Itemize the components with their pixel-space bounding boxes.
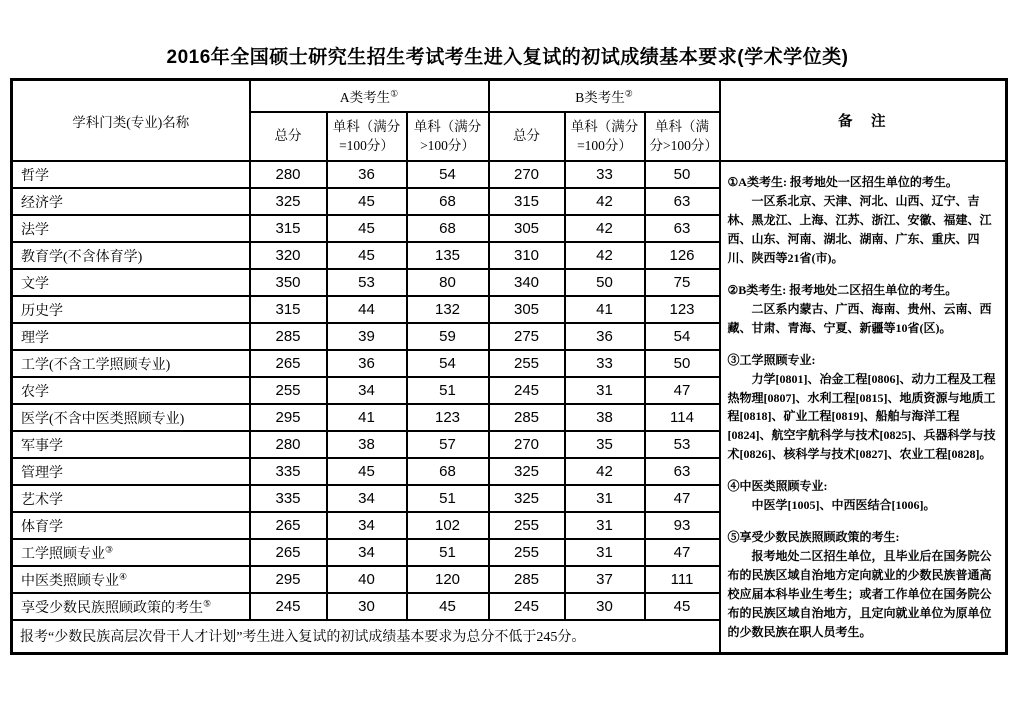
score-cell: 285 [250, 323, 327, 350]
score-cell: 34 [327, 512, 407, 539]
score-cell: 285 [489, 404, 565, 431]
score-cell: 315 [250, 296, 327, 323]
score-cell: 68 [407, 215, 489, 242]
score-cell: 40 [327, 566, 407, 593]
remark-block [728, 477, 999, 515]
column-header-a-total: 总分 [250, 112, 327, 161]
score-cell: 30 [327, 593, 407, 620]
table-row [12, 161, 1007, 188]
column-header-a-single100: 单科（满分=100分） [327, 112, 407, 161]
subject-name-cell [12, 431, 250, 458]
group-a-footnote-mark: ① [390, 88, 399, 99]
subject-name: 中医类照顾专业 [21, 573, 119, 589]
score-cell: 50 [645, 161, 720, 188]
score-cell: 310 [489, 242, 565, 269]
group-b-footnote-mark: ② [624, 88, 633, 99]
subject-footnote-mark: ⑤ [203, 597, 212, 608]
column-header-b-single100: 单科（满分=100分） [565, 112, 645, 161]
score-cell: 42 [565, 188, 645, 215]
column-header-group-a [250, 80, 489, 113]
score-cell: 45 [327, 242, 407, 269]
score-cell: 31 [565, 377, 645, 404]
subject-name: 理学 [21, 330, 49, 346]
score-cell: 36 [327, 350, 407, 377]
score-cell: 63 [645, 188, 720, 215]
column-header-remarks: 备 注 [720, 80, 1007, 162]
subject-name-cell [12, 512, 250, 539]
score-cell: 315 [250, 215, 327, 242]
score-cell: 315 [489, 188, 565, 215]
score-cell: 123 [645, 296, 720, 323]
score-cell: 38 [565, 404, 645, 431]
score-cell: 280 [250, 431, 327, 458]
score-cell: 63 [645, 215, 720, 242]
score-cell: 265 [250, 539, 327, 566]
subject-name: 哲学 [21, 168, 49, 184]
score-cell: 255 [489, 539, 565, 566]
subject-name: 享受少数民族照顾政策的考生 [21, 600, 203, 616]
score-cell: 245 [489, 377, 565, 404]
subject-name: 管理学 [21, 465, 63, 481]
subject-name-cell [12, 188, 250, 215]
column-header-a-single-over100: 单科（满分>100分） [407, 112, 489, 161]
header-group-row [12, 80, 1007, 113]
table-header [12, 80, 1007, 162]
subject-footnote-mark: ③ [105, 543, 114, 554]
group-a-label: A类考生 [339, 90, 391, 105]
score-cell: 135 [407, 242, 489, 269]
score-cell: 93 [645, 512, 720, 539]
subject-name: 农学 [21, 384, 49, 400]
score-cell: 54 [407, 161, 489, 188]
score-cell: 275 [489, 323, 565, 350]
remark-body: 力学[0801]、冶金工程[0806]、动力工程及工程热物理[0807]、水利工程[0815]、地质资源与地质工程[0818]、矿业工程[0819]、船舶与海洋工程[0824]、航空宇航科学与技术[0825]、兵器科学与技术[0826]、核科学与技术[0827]、农业工程[0828]。 [727, 371, 996, 462]
score-cell: 44 [327, 296, 407, 323]
remark-body: 报考地处二区招生单位，且毕业后在国务院公布的民族区域自治地方定向就业的少数民族普通高校应届本科毕业生考生；或者工作单位在国务院公布的民族区域自治地方，且定向就业单位为原单位的少数民族在职人员考生。 [727, 549, 992, 640]
score-cell: 68 [407, 188, 489, 215]
remark-title: ①A类考生: 报考地处一区招生单位的考生。 [727, 175, 958, 189]
subject-name: 军事学 [21, 438, 63, 454]
page-title: 2016年全国硕士研究生招生考试考生进入复试的初试成绩基本要求(学术学位类) [166, 47, 849, 68]
score-cell: 50 [565, 269, 645, 296]
score-cell: 36 [565, 323, 645, 350]
score-cell: 51 [407, 377, 489, 404]
subject-name: 文学 [21, 276, 49, 292]
score-cell: 42 [565, 458, 645, 485]
score-cell: 41 [565, 296, 645, 323]
subject-name-cell [12, 296, 250, 323]
subject-name-cell [12, 539, 250, 566]
score-cell: 245 [489, 593, 565, 620]
score-requirements-table [10, 78, 1008, 655]
subject-name: 教育学(不含体育学) [21, 249, 143, 265]
score-cell: 126 [645, 242, 720, 269]
remark-block [728, 528, 999, 642]
column-header-subject: 学科门类(专业)名称 [12, 80, 250, 162]
subject-footnote-mark: ④ [119, 570, 128, 581]
subject-name: 艺术学 [21, 492, 63, 508]
score-cell: 34 [327, 377, 407, 404]
subject-name: 工学照顾专业 [21, 546, 105, 562]
score-cell: 270 [489, 161, 565, 188]
score-cell: 59 [407, 323, 489, 350]
score-cell: 132 [407, 296, 489, 323]
subject-name: 体育学 [21, 519, 63, 535]
column-header-b-total: 总分 [489, 112, 565, 161]
column-header-b-single-over100: 单科（满分>100分） [645, 112, 720, 161]
score-cell: 33 [565, 161, 645, 188]
score-cell: 54 [407, 350, 489, 377]
score-cell: 335 [250, 485, 327, 512]
remark-title: ②B类考生: 报考地处二区招生单位的考生。 [727, 282, 958, 297]
score-cell: 31 [565, 512, 645, 539]
score-cell: 53 [327, 269, 407, 296]
subject-name-cell [12, 593, 250, 620]
score-cell: 295 [250, 404, 327, 431]
score-cell: 325 [250, 188, 327, 215]
score-cell: 33 [565, 350, 645, 377]
remark-block [728, 173, 999, 268]
score-cell: 47 [645, 539, 720, 566]
remark-title: ④中医类照顾专业: [727, 479, 828, 494]
score-cell: 45 [327, 188, 407, 215]
score-cell: 340 [489, 269, 565, 296]
remarks-cell [720, 161, 1007, 653]
score-cell: 42 [565, 242, 645, 269]
score-cell: 47 [645, 485, 720, 512]
remark-title: ③工学照顾专业: [727, 352, 816, 367]
subject-name-cell [12, 404, 250, 431]
score-cell: 335 [250, 458, 327, 485]
score-cell: 68 [407, 458, 489, 485]
score-cell: 53 [645, 431, 720, 458]
subject-name-cell [12, 377, 250, 404]
remark-title: ⑤享受少数民族照顾政策的考生: [727, 530, 900, 545]
score-cell: 265 [250, 512, 327, 539]
table-body [12, 161, 1007, 653]
subject-name: 法学 [21, 222, 49, 238]
score-cell: 102 [407, 512, 489, 539]
score-cell: 47 [645, 377, 720, 404]
score-cell: 45 [327, 215, 407, 242]
score-cell: 120 [407, 566, 489, 593]
score-cell: 325 [489, 458, 565, 485]
score-cell: 57 [407, 431, 489, 458]
score-cell: 80 [407, 269, 489, 296]
score-cell: 41 [327, 404, 407, 431]
score-cell: 123 [407, 404, 489, 431]
score-cell: 45 [645, 593, 720, 620]
remark-block [728, 281, 999, 338]
score-cell: 320 [250, 242, 327, 269]
subject-name-cell [12, 242, 250, 269]
score-cell: 30 [565, 593, 645, 620]
score-cell: 39 [327, 323, 407, 350]
remark-block [728, 351, 999, 465]
score-cell: 50 [645, 350, 720, 377]
score-cell: 245 [250, 593, 327, 620]
score-cell: 42 [565, 215, 645, 242]
subject-name-cell [12, 215, 250, 242]
score-cell: 255 [250, 377, 327, 404]
score-cell: 34 [327, 539, 407, 566]
score-cell: 34 [327, 485, 407, 512]
footer-note: 报考“少数民族高层次骨干人才计划”考生进入复试的初试成绩基本要求为总分不低于245分。 [12, 620, 720, 653]
subject-name: 经济学 [21, 195, 63, 211]
score-cell: 36 [327, 161, 407, 188]
score-cell: 35 [565, 431, 645, 458]
score-cell: 305 [489, 215, 565, 242]
score-cell: 37 [565, 566, 645, 593]
subject-name-cell [12, 485, 250, 512]
score-cell: 54 [645, 323, 720, 350]
column-header-group-b [489, 80, 720, 113]
remark-body: 二区系内蒙古、广西、海南、贵州、云南、西藏、甘肃、青海、宁夏、新疆等10省(区)。 [727, 301, 992, 335]
subject-name-cell [12, 458, 250, 485]
score-cell: 114 [645, 404, 720, 431]
score-cell: 51 [407, 539, 489, 566]
score-cell: 255 [489, 512, 565, 539]
subject-name-cell [12, 350, 250, 377]
score-cell: 350 [250, 269, 327, 296]
score-cell: 270 [489, 431, 565, 458]
score-cell: 285 [489, 566, 565, 593]
score-cell: 45 [327, 458, 407, 485]
score-cell: 295 [250, 566, 327, 593]
group-b-label: B类考生 [575, 90, 625, 105]
subject-name: 工学(不含工学照顾专业) [21, 357, 171, 373]
remark-body: 中医学[1005]、中西医结合[1006]。 [751, 498, 936, 513]
score-cell: 75 [645, 269, 720, 296]
score-cell: 265 [250, 350, 327, 377]
score-cell: 45 [407, 593, 489, 620]
subject-name-cell [12, 161, 250, 188]
score-cell: 325 [489, 485, 565, 512]
score-cell: 255 [489, 350, 565, 377]
subject-name-cell [12, 323, 250, 350]
subject-name: 医学(不含中医类照顾专业) [21, 411, 185, 427]
score-cell: 31 [565, 485, 645, 512]
score-cell: 111 [645, 566, 720, 593]
subject-name-cell [12, 566, 250, 593]
score-cell: 280 [250, 161, 327, 188]
score-cell: 38 [327, 431, 407, 458]
score-cell: 31 [565, 539, 645, 566]
score-cell: 305 [489, 296, 565, 323]
score-cell: 51 [407, 485, 489, 512]
subject-name: 历史学 [21, 303, 63, 319]
score-cell: 63 [645, 458, 720, 485]
remark-body: 一区系北京、天津、河北、山西、辽宁、吉林、黑龙江、上海、江苏、浙江、安徽、福建、江西、山东、河南、湖北、湖南、广东、重庆、四川、陕西等21省(市)。 [727, 193, 992, 265]
subject-name-cell [12, 269, 250, 296]
